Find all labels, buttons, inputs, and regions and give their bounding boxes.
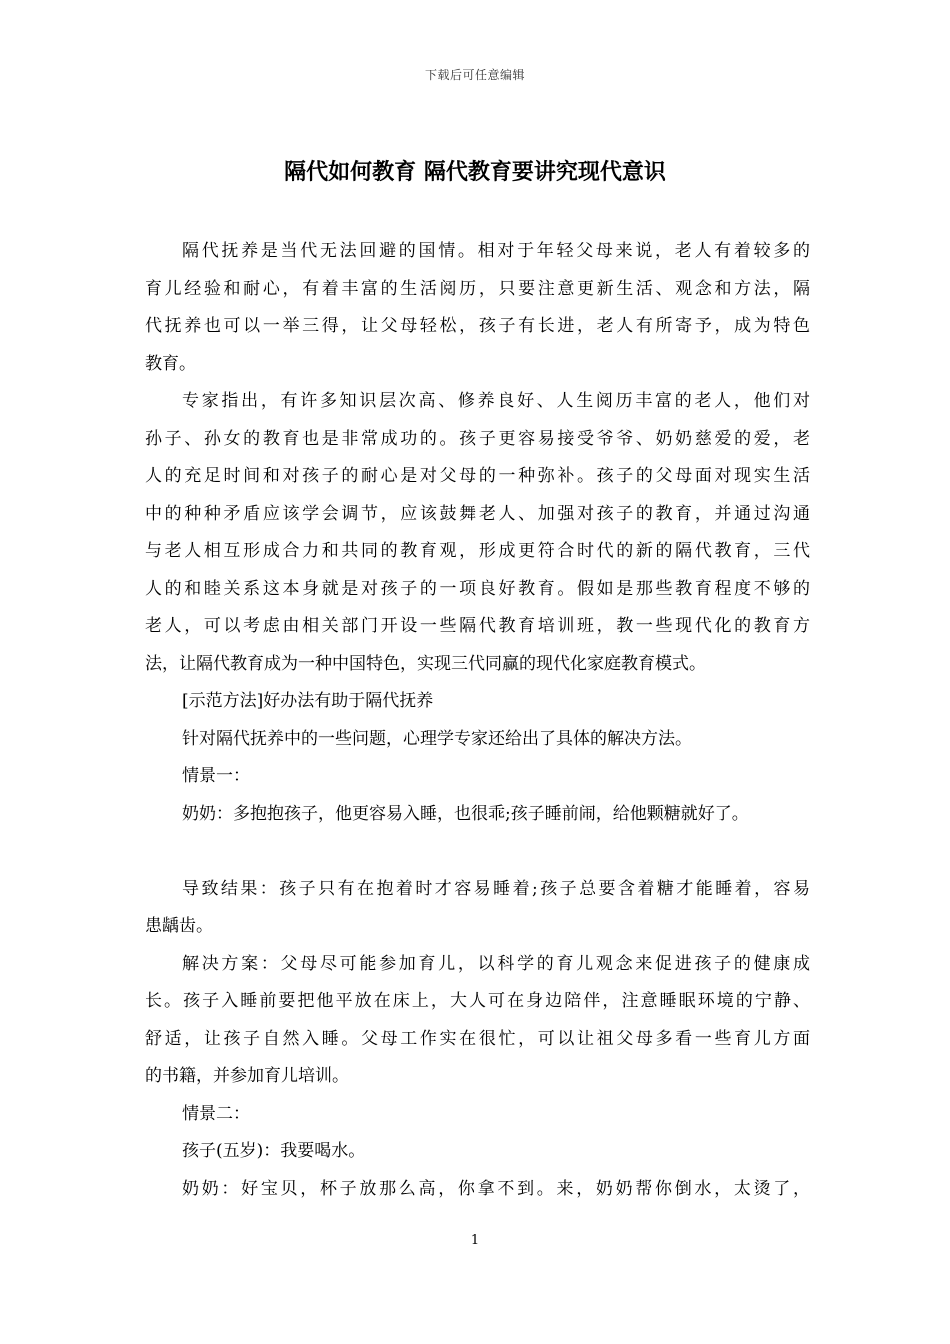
text-line: 法，让隔代教育成为一种中国特色，实现三代同赢的现代化家庭教育模式。 — [145, 653, 706, 674]
text-line: 针对隔代抚养中的一些问题，心理学专家还给出了具体的解决方法。 — [182, 728, 692, 749]
text-line: 奶奶：好宝贝，杯子放那么高，你拿不到。来，奶奶帮你倒水，太烫了， — [182, 1178, 810, 1199]
text-line: 代抚养也可以一举三得，让父母轻松，孩子有长进，老人有所寄予，成为特色 — [145, 316, 810, 336]
blank-line — [145, 833, 810, 871]
text-line: 孙子、孙女的教育也是非常成功的。孩子更容易接受爷爷、奶奶慈爱的爱，老 — [145, 428, 810, 449]
document-title: 隔代如何教育 隔代教育要讲究现代意识 — [284, 159, 666, 185]
text-line: 奶奶：多抱抱孩子，他更容易入睡，也很乖;孩子睡前闹，给他颗糖就好了。 — [182, 803, 749, 824]
text-line: 导致结果：孩子只有在抱着时才容易睡着;孩子总要含着糖才能睡着，容易 — [182, 878, 810, 899]
text-line: 舒适，让孩子自然入睡。父母工作实在很忙，可以让祖父母多看一些育儿方面 — [145, 1028, 810, 1049]
page-header: 下载后可任意编辑 — [424, 68, 525, 82]
text-line: 人的充足时间和对孩子的耐心是对父母的一种弥补。孩子的父母面对现实生活 — [145, 466, 810, 486]
text-line: 解决方案：父母尽可能参加育儿，以科学的育儿观念来促进孩子的健康成 — [182, 953, 810, 974]
page-number: 1 — [470, 1233, 480, 1248]
text-line: 隔代抚养是当代无法回避的国情。相对于年轻父母来说，老人有着较多的 — [182, 241, 810, 261]
text-line: 育儿经验和耐心，有着丰富的生活阅历，只要注意更新生活、观念和方法，隔 — [145, 278, 810, 299]
text-line: 教育。 — [145, 353, 196, 374]
document-body — [145, 233, 810, 1208]
text-line: 与老人相互形成合力和共同的教育观，形成更符合时代的新的隔代教育，三代 — [145, 541, 810, 561]
text-line: 中的种种矛盾应该学会调节，应该鼓舞老人、加强对孩子的教育，并通过沟通 — [145, 503, 810, 524]
text-line: [示范方法]好办法有助于隔代抚养 — [182, 691, 434, 711]
text-line: 患龋齿。 — [145, 916, 213, 936]
text-line: 专家指出，有许多知识层次高、修养良好、人生阅历丰富的老人，他们对 — [182, 391, 810, 411]
text-line: 人的和睦关系这本身就是对孩子的一项良好教育。假如是那些教育程度不够的 — [145, 578, 810, 599]
text-line: 情景一： — [182, 766, 250, 786]
text-line: 长。孩子入睡前要把他平放在床上，大人可在身边陪伴，注意睡眠环境的宁静、 — [145, 991, 810, 1011]
text-line: 老人，可以考虑由相关部门开设一些隔代教育培训班，教一些现代化的教育方 — [145, 616, 810, 636]
text-line: 情景二： — [182, 1103, 250, 1124]
text-line: 的书籍，并参加育儿培训。 — [145, 1066, 349, 1086]
text-line: 孩子(五岁)：我要喝水。 — [182, 1141, 366, 1161]
